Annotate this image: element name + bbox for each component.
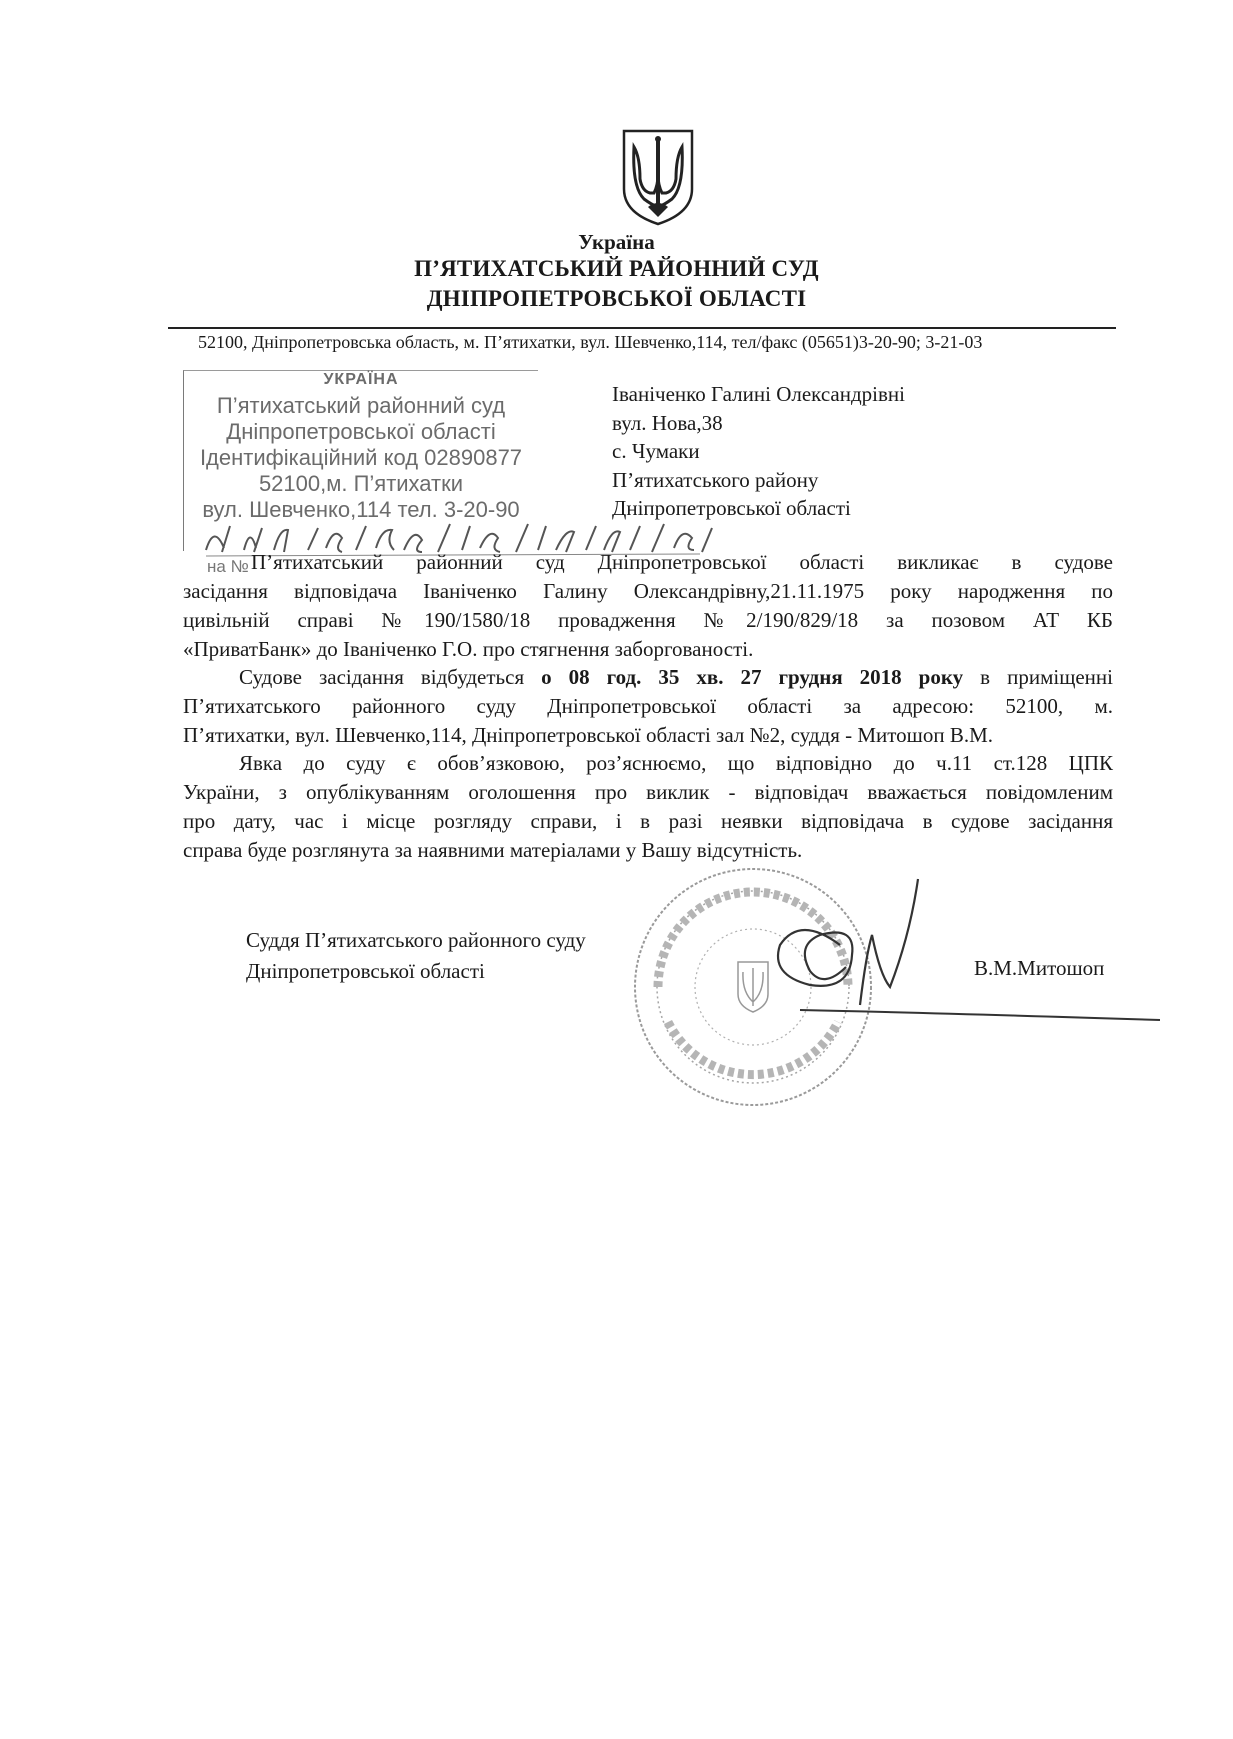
paragraph-attendance [183,749,1113,865]
stamp-line: Ідентифікаційний код 02890877 [199,445,523,470]
paragraph-hearing [183,663,1113,750]
paragraph-summons [183,548,1113,664]
trident-emblem-icon [618,127,698,227]
stamp-line: вул. Шевченко,114 тел. 3-20-90 [202,497,520,522]
recipient-line: вул. Нова,38 [612,410,723,435]
paragraph-line: П’ятихатського районного суду Дніпропетровської області за адресою: 52100, м. [183,694,1113,718]
paragraph-line: цивільній справі №190/1580/18 провадження №2/190/829/18 за позовом АТ КБ [183,608,1113,632]
recipient-line: П’ятихатського району [612,467,819,492]
stamp-line: П’ятихатський районний суд [216,393,506,418]
recipient-line: Дніпропетровської області [612,496,851,520]
stamp-line: Дніпропетровської області [226,419,496,444]
recipient-line: Іваніченко Галині Олександрівні [612,382,905,406]
hearing-datetime: о 08 год. 35 хв. 27 грудня 2018 року [541,665,964,689]
court-address: 52100, Дніпропетровська область, м. П’ятихатки, вул. Шевченко,114, тел/факс (05651)3-20-90; 3-21-03 [198,332,983,352]
judge-handwritten-signature [740,875,1160,1035]
stamp-reference-prefix: на № [207,557,249,576]
header-country: Україна [578,230,655,254]
header-court-name: П’ЯТИХАТСЬКИЙ РАЙОННИЙ СУД [414,256,819,281]
paragraph-line: Явка до суду є обов’язковою, роз’яснюємо, що відповідно до ч.11 ст.128 ЦПК [239,751,1113,775]
paragraph-line: «ПриватБанк» до Іваніченко Г.О. про стягнення заборгованості. [183,637,754,661]
paragraph-line: засідання відповідача Іваніченко Галину Олександрівну,21.11.1975 року народження по [183,579,1113,603]
recipient-address [612,380,905,523]
header-divider [168,327,1116,329]
stamp-line: УКРАЇНА [323,371,399,388]
judge-title-line1: Суддя П’ятихатського районного суду [246,928,586,952]
hearing-intro: Судове засідання відбудеться [239,665,542,689]
stamp-line: 52100,м. П’ятихатки [258,471,464,496]
paragraph-line [183,663,1113,692]
paragraph-line: П’ятихатки, вул. Шевченко,114, Дніпропетровської області зал №2, суддя - Митошоп В.М. [183,723,993,747]
paragraph-line: справа буде розглянута за наявними матеріалами у Вашу відсутність. [183,838,803,862]
paragraph-line: про дату, час і місце розгляду справи, і в разі неявки відповідача в судове засідання [183,809,1113,833]
header-region: ДНІПРОПЕТРОВСЬКОЇ ОБЛАСТІ [426,286,807,311]
hearing-location-intro: в приміщенні [963,665,1113,689]
signature-block [246,925,586,987]
recipient-line: с. Чумаки [612,439,700,463]
paragraph-line: України, з опублікуванням оголошення про виклик - відповідач вважається повідомленим [183,780,1113,804]
paragraph-line: П’ятихатський районний суд Дніпропетровської області викликає в судове [251,550,1113,574]
judge-name: В.М.Митошоп [974,956,1105,980]
judge-title-line2: Дніпропетровської області [246,959,485,983]
